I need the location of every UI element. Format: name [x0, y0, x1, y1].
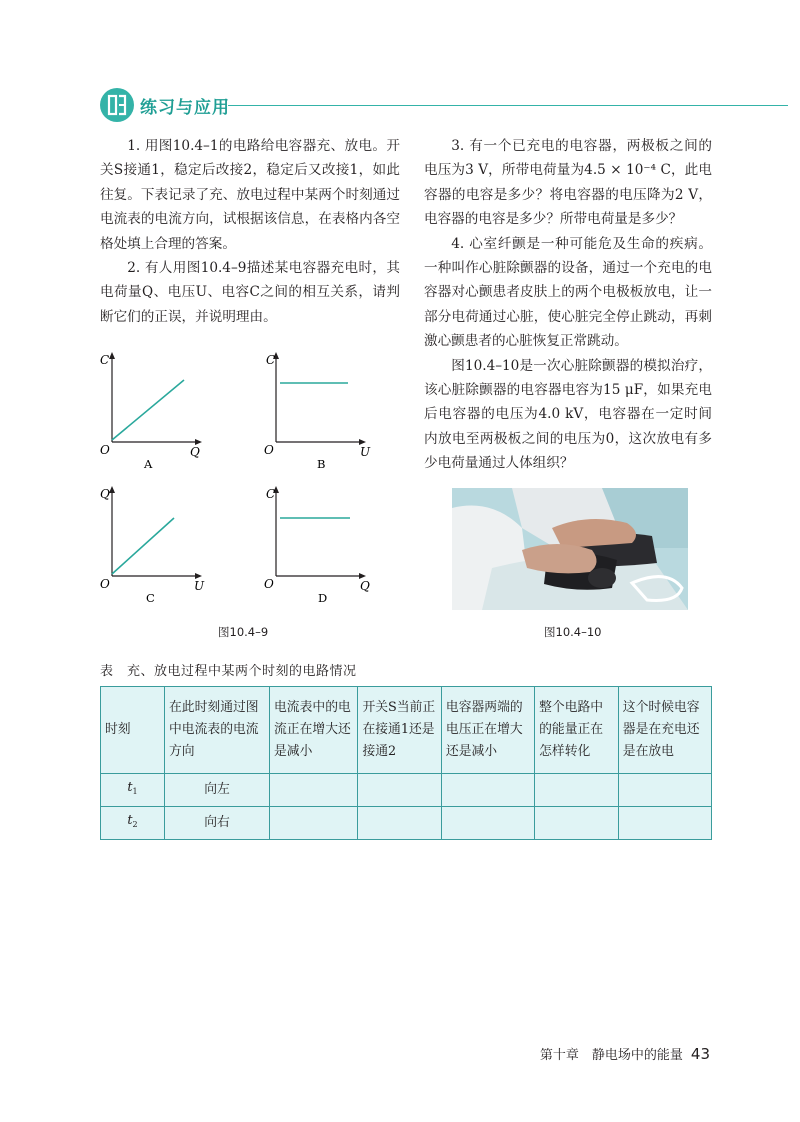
graph-a-y-label: C [100, 353, 110, 367]
graph-b-caption: B [317, 457, 326, 470]
section-title: 练习与应用 [140, 98, 230, 118]
direction-cell: 向右 [165, 807, 270, 840]
figure-caption-10-4-9: 图10.4–9 [218, 625, 269, 639]
answer-cell[interactable] [618, 807, 711, 840]
graph-c-y-label: Q [100, 487, 110, 501]
answer-cell[interactable] [270, 807, 358, 840]
chapter-title: 第十章 静电场中的能量 [539, 1048, 683, 1063]
circuit-state-table [100, 686, 712, 840]
section-header [100, 88, 790, 124]
header-voltage-change: 电容器两端的电压正在增大还是减小 [441, 687, 534, 774]
header-current-direction: 在此时刻通过图中电流表的电流方向 [165, 687, 270, 774]
header-switch-position: 开关S当前正在接通1还是接通2 [358, 687, 441, 774]
answer-cell[interactable] [441, 774, 534, 807]
answer-cell[interactable] [618, 774, 711, 807]
question-4: 4. 心室纤颤是一种可能危及生命的疾病。一种叫作心脏除颤器的设备，通过一个充电的电容器对心颤患者皮肤上的两个电极板放电，让一部分电荷通过心脏，使心脏完全停止跳动，再刺激心颤患者的心脏恢复正常跳动。 [424, 235, 712, 350]
header-current-change: 电流表中的电流正在增大还是减小 [270, 687, 358, 774]
answer-cell[interactable] [358, 807, 441, 840]
question-4-continued: 图10.4–10是一次心脏除颤器的模拟治疗，该心脏除颤器的电容器电容为15 μF，如果充电后电容器的电压为4.0 kV，电容器在一定时间内放电至两极板之间的电压为0，这次放电有多少电荷量通过人体组织？ [424, 357, 712, 472]
graph-c-x-label: U [194, 579, 205, 593]
graph-a-caption: A [144, 457, 153, 470]
graph-d-svg [262, 484, 382, 604]
header-divider [228, 105, 788, 106]
question-3: 3. 有一个已充电的电容器，两极板之间的电压为3 V，所带电荷量为4.5 × 10⁻⁴ C，此电容器的电容是多少？将电容器的电压降为2 V，电容器的电容是多少？所带电荷量是多少？ [424, 138, 712, 228]
answer-cell[interactable] [535, 807, 619, 840]
time-cell: $t_2$ [101, 807, 165, 840]
figure-caption-10-4-10: 图10.4–10 [544, 625, 602, 639]
page-number: 43 [690, 1045, 710, 1063]
graph-b-svg [262, 350, 382, 470]
table-header-row [101, 687, 712, 774]
answer-cell[interactable] [358, 774, 441, 807]
graph-d-caption: D [318, 591, 328, 604]
direction-cell: 向左 [165, 774, 270, 807]
graph-c-svg [98, 484, 218, 604]
graph-a-x-label: Q [190, 445, 200, 459]
graph-c [98, 484, 218, 604]
question-1: 1. 用图10.4–1的电路给电容器充、放电。开关S接通1，稳定后改接2，稳定后又改接1，如此往复。下表记录了充、放电过程中某两个时刻通过电流表的电流方向，试根据该信息，在表格内各空格处填上合理的答案。 [100, 138, 400, 252]
graph-b [262, 350, 382, 470]
graph-b-x-label: U [360, 445, 371, 459]
table-title: 表 充、放电过程中某两个时刻的电路情况 [100, 664, 357, 679]
header-charging-state: 这个时候电容器是在充电还是在放电 [618, 687, 711, 774]
graph-c-plot-line [112, 518, 174, 574]
defibrillator-photo [452, 488, 688, 610]
right-column [424, 134, 712, 476]
graph-a-origin: O [100, 443, 110, 457]
header-time: 时刻 [101, 687, 165, 774]
page-footer [540, 1044, 710, 1063]
graph-b-y-label: C [266, 353, 276, 367]
graph-a-svg [98, 350, 218, 470]
graph-b-origin: O [264, 443, 274, 457]
graph-d [262, 484, 382, 604]
question-2: 2. 有人用图10.4–9描述某电容器充电时，其电荷量Q、电压U、电容C之间的相互关系，请判断它们的正误，并说明理由。 [100, 260, 400, 325]
graph-a-plot-line [112, 380, 184, 440]
exercise-icon [100, 88, 134, 122]
answer-cell[interactable] [535, 774, 619, 807]
graph-d-origin: O [264, 577, 274, 591]
left-column [100, 134, 400, 329]
answer-cell[interactable] [441, 807, 534, 840]
time-cell: $t_1$ [101, 774, 165, 807]
header-energy-conversion: 整个电路中的能量正在怎样转化 [535, 687, 619, 774]
graph-c-caption: C [146, 591, 155, 604]
table-row [101, 807, 712, 840]
answer-cell[interactable] [270, 774, 358, 807]
graph-d-x-label: Q [360, 579, 370, 593]
graph-a [98, 350, 218, 470]
table-row [101, 774, 712, 807]
graph-c-origin: O [100, 577, 110, 591]
graph-d-y-label: C [266, 487, 276, 501]
